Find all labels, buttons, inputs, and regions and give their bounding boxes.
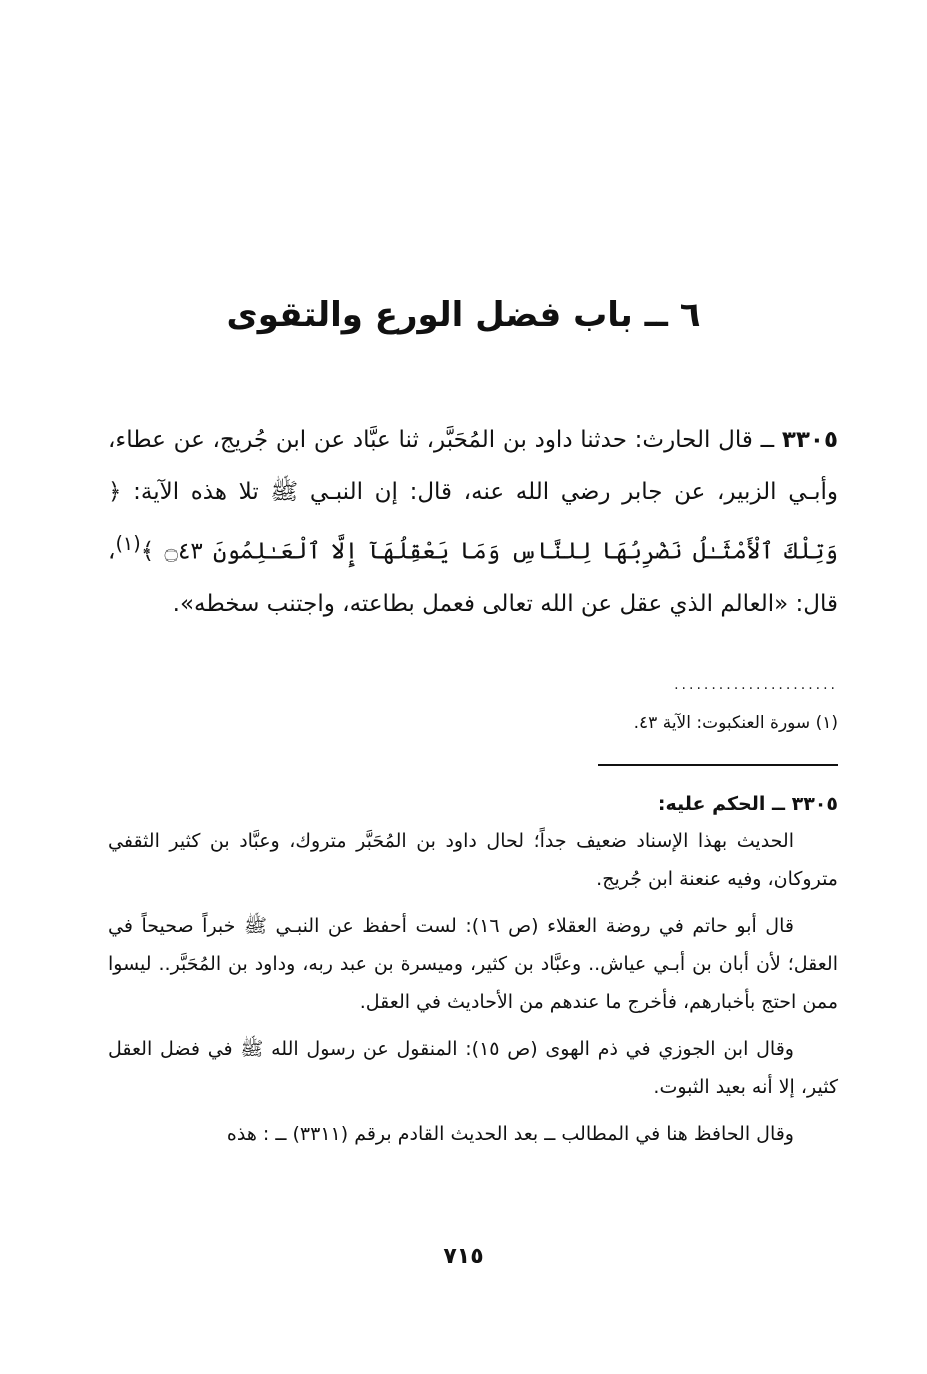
- ruling-section: [108, 786, 838, 1162]
- hadith-number: ٣٣٠٥: [781, 427, 838, 453]
- hadith-text: [108, 414, 838, 630]
- chapter-title: ٦ ــ باب فضل الورع والتقوى: [226, 295, 701, 335]
- ruling-paragraph: وقال الحافظ هنا في المطالب ــ بعد الحديث القادم برقم (٣٣١١) ــ : هذه: [226, 1123, 794, 1145]
- hadith-text-after-verse: ، قال: «العالم الذي عقل عن الله تعالى فعمل بطاعته، واجتنب سخطه».: [108, 538, 838, 617]
- page-number: ٧١٥: [443, 1244, 484, 1269]
- footnote-marker: (١): [115, 532, 141, 555]
- footnote-item: (١) سورة العنكبوت: الآية ٤٣.: [633, 713, 838, 733]
- section-divider: [598, 764, 838, 766]
- footnote-separator: ......................: [674, 680, 838, 690]
- ruling-paragraph: الحديث بهذا الإسناد ضعيف جداً؛ لحال داود بن المُحَبَّر متروك، وعبَّاد بن كثير الثقفي متروكان، وفيه عنعنة ابن جُريج.: [108, 830, 838, 890]
- ruling-paragraph: وقال ابن الجوزي في ذم الهوى (ص ١٥): المنقول عن رسول الله ﷺ في فضل العقل كثير، إلا أنه بعيد الثبوت.: [108, 1038, 838, 1098]
- ruling-paragraph: قال أبو حاتم في روضة العقلاء (ص ١٦): لست أحفظ عن النبـي ﷺ خبراً صحيحاً في العقل؛ لأن أبان بن أبـي عياش.. وعبَّاد بن كثير، وميسرة بن عبد ربه، وداود بن المُحَبَّر.. ليسوا ممن احتج بأخبارهم، فأخرج ما عندهم من الأحاديث في العقل.: [108, 915, 838, 1013]
- quran-verse: ﴿ وَتِلْكَ ٱلْأَمْثَـٰلُ نَضْرِبُهَا لِلنَّاسِ وَمَا يَعْقِلُهَآ إِلَّا ٱلْعَـٰلِمُونَ ۝٤٣ ﴾: [108, 479, 838, 565]
- ruling-heading: ٣٣٠٥ ــ الحكم عليه:: [657, 793, 838, 815]
- hadith-text-before-verse: ــ قال الحارث: حدثنا داود بن المُحَبَّر، ثنا عبَّاد عن ابن جُريج، عن عطاء، وأبـي الزبير، عن جابر رضي الله عنه، قال: إن النبـي ﷺ تلا هذه الآية:: [108, 427, 838, 505]
